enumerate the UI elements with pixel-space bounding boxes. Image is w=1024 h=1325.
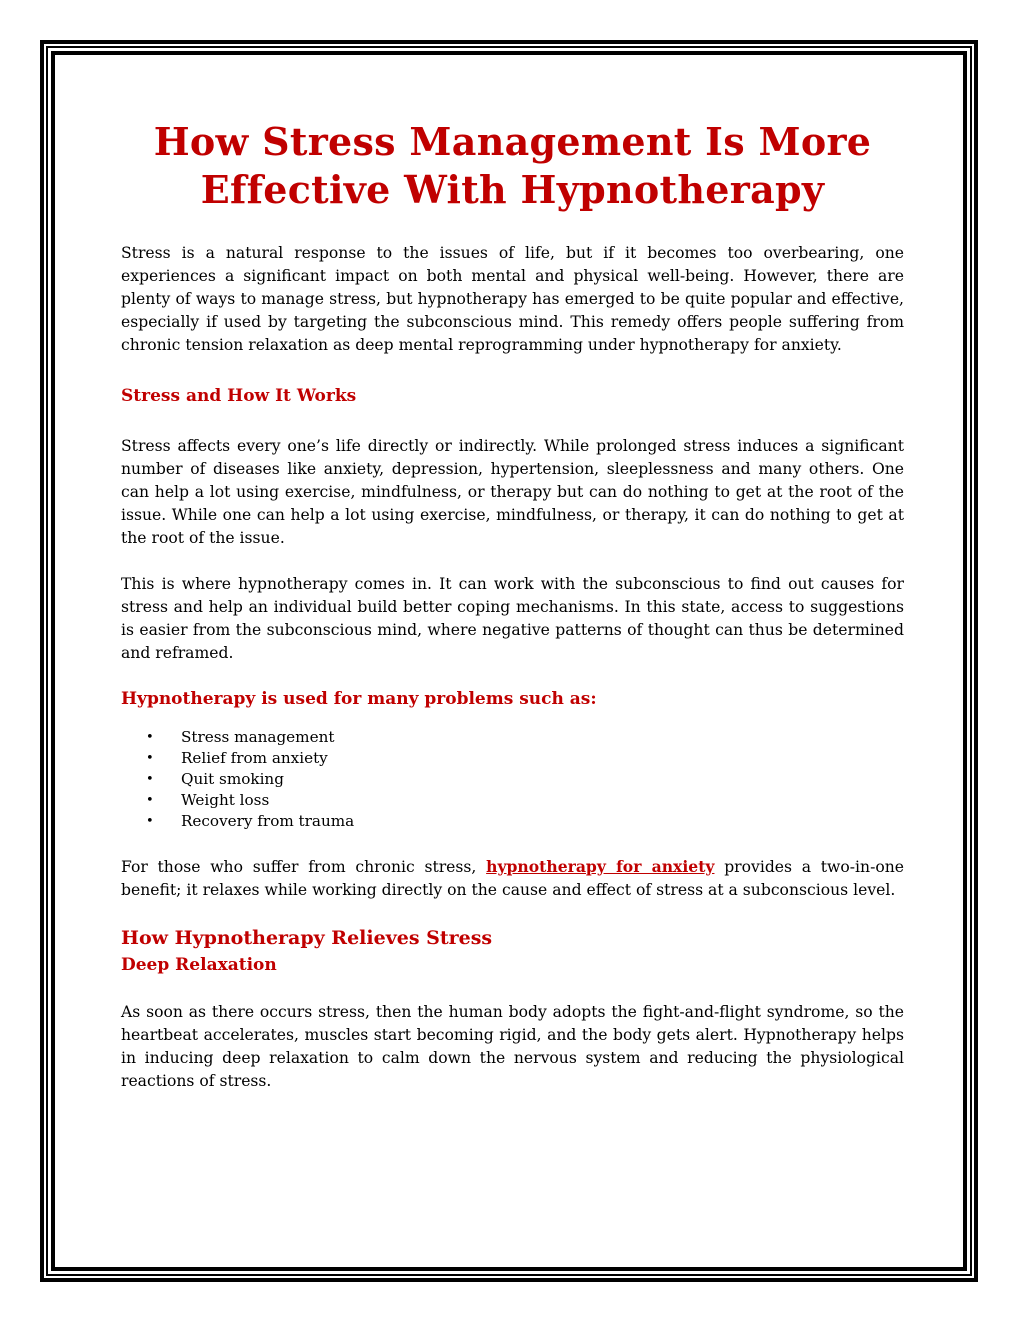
bullet-icon: •: [146, 730, 154, 745]
section-heading-problems: Hypnotherapy is used for many problems such as:: [121, 689, 597, 709]
stress-paragraph-2: This is where hypnotherapy comes in. It can work with the subconscious to find out causes for stress and help an individual build better coping mechanisms. In this state, access to suggestions is easier from the subconscious mind, where negative patterns of thought can thus be determined and reframed.: [121, 575, 904, 662]
hypnotherapy-for-anxiety-link[interactable]: hypnotherapy for anxiety: [486, 857, 715, 876]
bullet-icon: •: [146, 751, 154, 766]
intro-paragraph: Stress is a natural response to the issues of life, but if it becomes too overbearing, one experiences a significant impact on both mental and physical well-being. However, there are plenty of ways to manage stress, but hypnotherapy has emerged to be quite popular and effective, especially if used by targeting the subconscious mind. This remedy offers people suffering from chronic tension relaxation as deep mental reprogramming under hypnotherapy for anxiety.: [121, 244, 904, 354]
problems-list: [121, 727, 904, 832]
list-item: • Recovery from trauma: [146, 812, 355, 830]
section-heading-relieves-stress: How Hypnotherapy Relieves Stress: [121, 927, 493, 949]
list-item: • Stress management: [146, 728, 335, 746]
deep-relaxation-paragraph: As soon as there occurs stress, then the human body adopts the fight-and-flight syndrome, so the heartbeat accelerates, muscles start becoming rigid, and the body gets alert. Hypnotherapy helps in inducing deep relaxation to calm down the nervous system and reducing the physiological reactions of stress.: [121, 1003, 904, 1090]
bullet-icon: •: [146, 793, 154, 808]
document-body: [121, 118, 904, 1093]
list-item: • Weight loss: [146, 791, 270, 809]
subheading-deep-relaxation: Deep Relaxation: [121, 955, 277, 975]
section-heading-stress-works: Stress and How It Works: [121, 386, 357, 406]
bullet-icon: •: [146, 814, 154, 829]
list-item: • Relief from anxiety: [146, 749, 328, 767]
anxiety-paragraph: For those who suffer from chronic stress, hypnotherapy for anxiety provides a two-in-one benefit; it relaxes while working directly on the cause and effect of stress at a subconscious level.: [121, 857, 905, 899]
stress-paragraph-1: Stress affects every one’s life directly or indirectly. While prolonged stress induces a significant number of diseases like anxiety, depression, hypertension, sleeplessness and many others. One can help a lot using exercise, mindfulness, or therapy but can do nothing to get at the root of the issue. While one can help a lot using exercise, mindfulness, or therapy, it can do nothing to get at the root of the issue.: [121, 437, 904, 547]
document-title: How Stress Management Is More Effective With Hypnotherapy: [153, 119, 872, 212]
list-item: • Quit smoking: [146, 770, 284, 788]
bullet-icon: •: [146, 772, 154, 787]
